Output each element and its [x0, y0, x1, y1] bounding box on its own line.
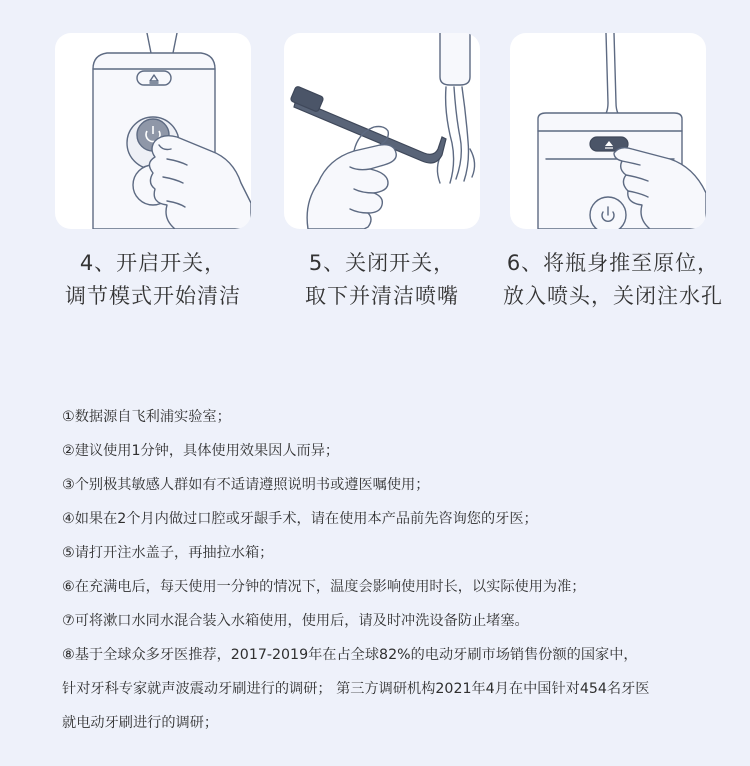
footnote-2: ②建议使用1分钟，具体使用效果因人而异； [62, 443, 340, 459]
footnote-8: ⑧基于全球众多牙医推荐，2017-2019年在占全球82%的电动牙刷市场销售份额的国家中， [62, 647, 638, 663]
footnote-3: ③个别极其敏感人群如有不适请遵照说明书或遵医嘱使用； [62, 477, 430, 493]
step-5-line1: 5、关闭开关， [308, 251, 456, 275]
footnote-8-cont-2: 就电动牙刷进行的调研； [62, 715, 219, 731]
step-5-line2: 取下并清洁喷嘴 [305, 284, 459, 308]
footnote-1: ①数据源自飞利浦实验室； [62, 409, 231, 425]
step-4-illustration [55, 33, 251, 229]
step-6-caption [488, 247, 738, 313]
step-5-illustration [284, 33, 480, 229]
step-6-line2: 放入喷头，关闭注水孔 [503, 284, 723, 308]
footnotes [62, 400, 732, 740]
footnote-8-cont-1: 针对牙科专家就声波震动牙刷进行的调研； 第三方调研机构2021年4月在中国针对454名牙医 [62, 681, 650, 697]
step-5-caption [262, 247, 502, 313]
step-6-line1: 6、将瓶身推至原位， [506, 251, 720, 275]
footnote-5: ⑤请打开注水盖子，再抽拉水箱； [62, 545, 274, 561]
step-4-line2: 调节模式开始清洁 [65, 284, 241, 308]
step-4-line1: 4、开启开关， [79, 251, 227, 275]
step-6-illustration [510, 33, 706, 229]
footnote-6: ⑥在充满电后，每天使用一分钟的情况下，温度会影响使用时长，以实际使用为准； [62, 579, 586, 595]
footnote-7: ⑦可将漱口水同水混合装入水箱使用，使用后，请及时冲洗设备防止堵塞。 [62, 613, 529, 629]
footnote-4: ④如果在2个月内做过口腔或牙龈手术，请在使用本产品前先咨询您的牙医； [62, 511, 538, 527]
step-4-caption [33, 247, 273, 313]
